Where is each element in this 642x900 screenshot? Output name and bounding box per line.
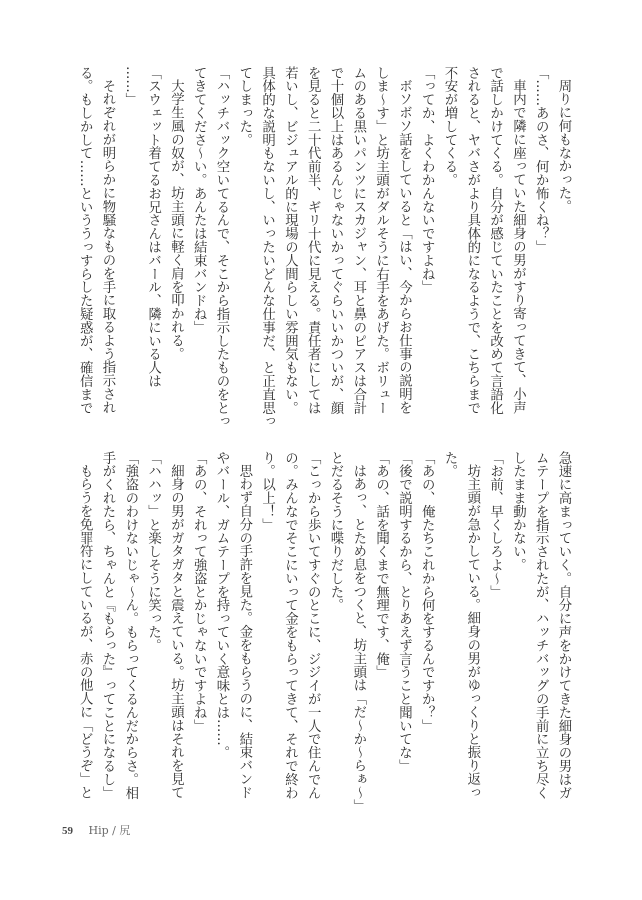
- text-column: 「強盗のわけないじゃ～ん。もらってくるんだからさ。相: [122, 451, 138, 800]
- text-column: 「こっから歩いてすぐのとこに、ジジイが一人で住んでん: [305, 451, 321, 800]
- text-column: 手がくれたら、ちゃんと『もらった』ってことになるし」: [100, 451, 115, 800]
- text-column: る。もしかして……といううっすらした疑惑が、確信まで: [77, 66, 93, 415]
- text-column: されると、ヤバさがより具体的になるようで、こちらまで: [464, 66, 480, 415]
- text-column: はあっ、とため息をつくと、坊主頭は「だ～か～らぁ～」: [350, 464, 366, 813]
- text-column: 具体的な説明もないし、いったいどんな仕事だ、と正直思っ: [259, 66, 275, 428]
- text-column: ムテープを指示されたが、ハッチバッグの手前に立ち尽く: [533, 451, 549, 800]
- text-column: 車内で隣に座っていた細身の男がすり寄ってきて、小声: [510, 79, 526, 415]
- text-column: 「お前、早くしろよ～」: [487, 451, 503, 599]
- text-column: 「スウェット着てるお兄さんはバール、隣にいる人は: [145, 66, 161, 388]
- page-footer: [62, 822, 130, 838]
- text-column: り。以上！」: [259, 451, 275, 532]
- text-column: た。: [442, 451, 457, 478]
- text-column: 細身の男がガタガタと震えている。坊主頭はそれを見て: [168, 464, 184, 800]
- text-column: 不安が増してくる。: [442, 66, 457, 187]
- text-column: で十個以上はあるんじゃないかってぐらいいかついが、顔: [328, 66, 343, 415]
- text-column: ボソボソ話をしていると「はい、今からお仕事の説明を: [396, 79, 412, 415]
- text-column: ムのある黒いパンツにスカジャン、耳と鼻のピアスは合計: [350, 66, 366, 415]
- text-column: の。みんなでそこにいって金をもらってきて、それで終わ: [282, 451, 298, 800]
- text-column: しま～す」と坊主頭がダルそうに右手をあげた。ボリュー: [373, 66, 389, 415]
- text-column: で話しかけてくる。自分が感じていたことを改めて言語化: [487, 66, 503, 415]
- text-column: ……」: [122, 66, 138, 107]
- text-column: 坊主頭が急かしている。細身の男がゆっくりと振り返っ: [464, 464, 480, 800]
- running-title: Hip / 尻: [88, 824, 131, 837]
- text-column: てしまった。: [236, 66, 252, 147]
- text-column: それぞれが明らかに物騒なものを手に取るよう指示され: [100, 79, 115, 415]
- text-column: 「……あのさ、何か怖くね？」: [533, 66, 549, 254]
- text-column: 「あの、話を聞くまで無理です、俺」: [373, 451, 389, 679]
- text-column: 急速に高まっていく。自分に声をかけてきた細身の男はガ: [556, 451, 571, 800]
- text-column: 若いし、ビジュアル的に現場の人間らしい雰囲気もない。: [282, 66, 298, 415]
- text-column: もらうを免罪符にしているが、赤の他人に「どうぞ」と: [77, 464, 93, 800]
- text-column: てきてくださ～い。あんたは結束バンドね」: [191, 66, 207, 334]
- text-column: とだるそうに喋りだした。: [328, 451, 343, 612]
- text-column: 周りに何もなかった。: [556, 79, 571, 214]
- text-column: 「あの、俺たちこれから何をするんですか？」: [419, 451, 435, 733]
- text-column: したまま動かない。: [510, 451, 526, 572]
- top-text-block: [62, 66, 574, 428]
- text-column: やバール、ガムテープを持っていく意味とは……。: [214, 451, 229, 760]
- text-column: 思わず自分の手許を見た。金をもらうのに、結束バンド: [236, 464, 252, 800]
- text-column: 大学生風の奴が、坊主頭に軽く肩を叩かれる。: [168, 79, 184, 361]
- page-number: 59: [62, 825, 73, 837]
- text-column: 「ハッチバック空いてるんで、そこから指示したものをとっ: [214, 66, 229, 428]
- text-column: 「あの、それって強盗とかじゃないですよね」: [191, 451, 207, 733]
- bottom-text-block: [62, 451, 574, 813]
- text-column: を見ると二十代前半、ギリ十代に見える。責任者にしては: [305, 66, 321, 415]
- text-column: 「ハハッ」と楽しそうに笑った。: [145, 451, 161, 652]
- text-column: 「ってか、よくわかんないですよね」: [419, 66, 435, 294]
- text-column: 「後で説明するから、とりあえず言うこと聞いてな」: [396, 451, 412, 773]
